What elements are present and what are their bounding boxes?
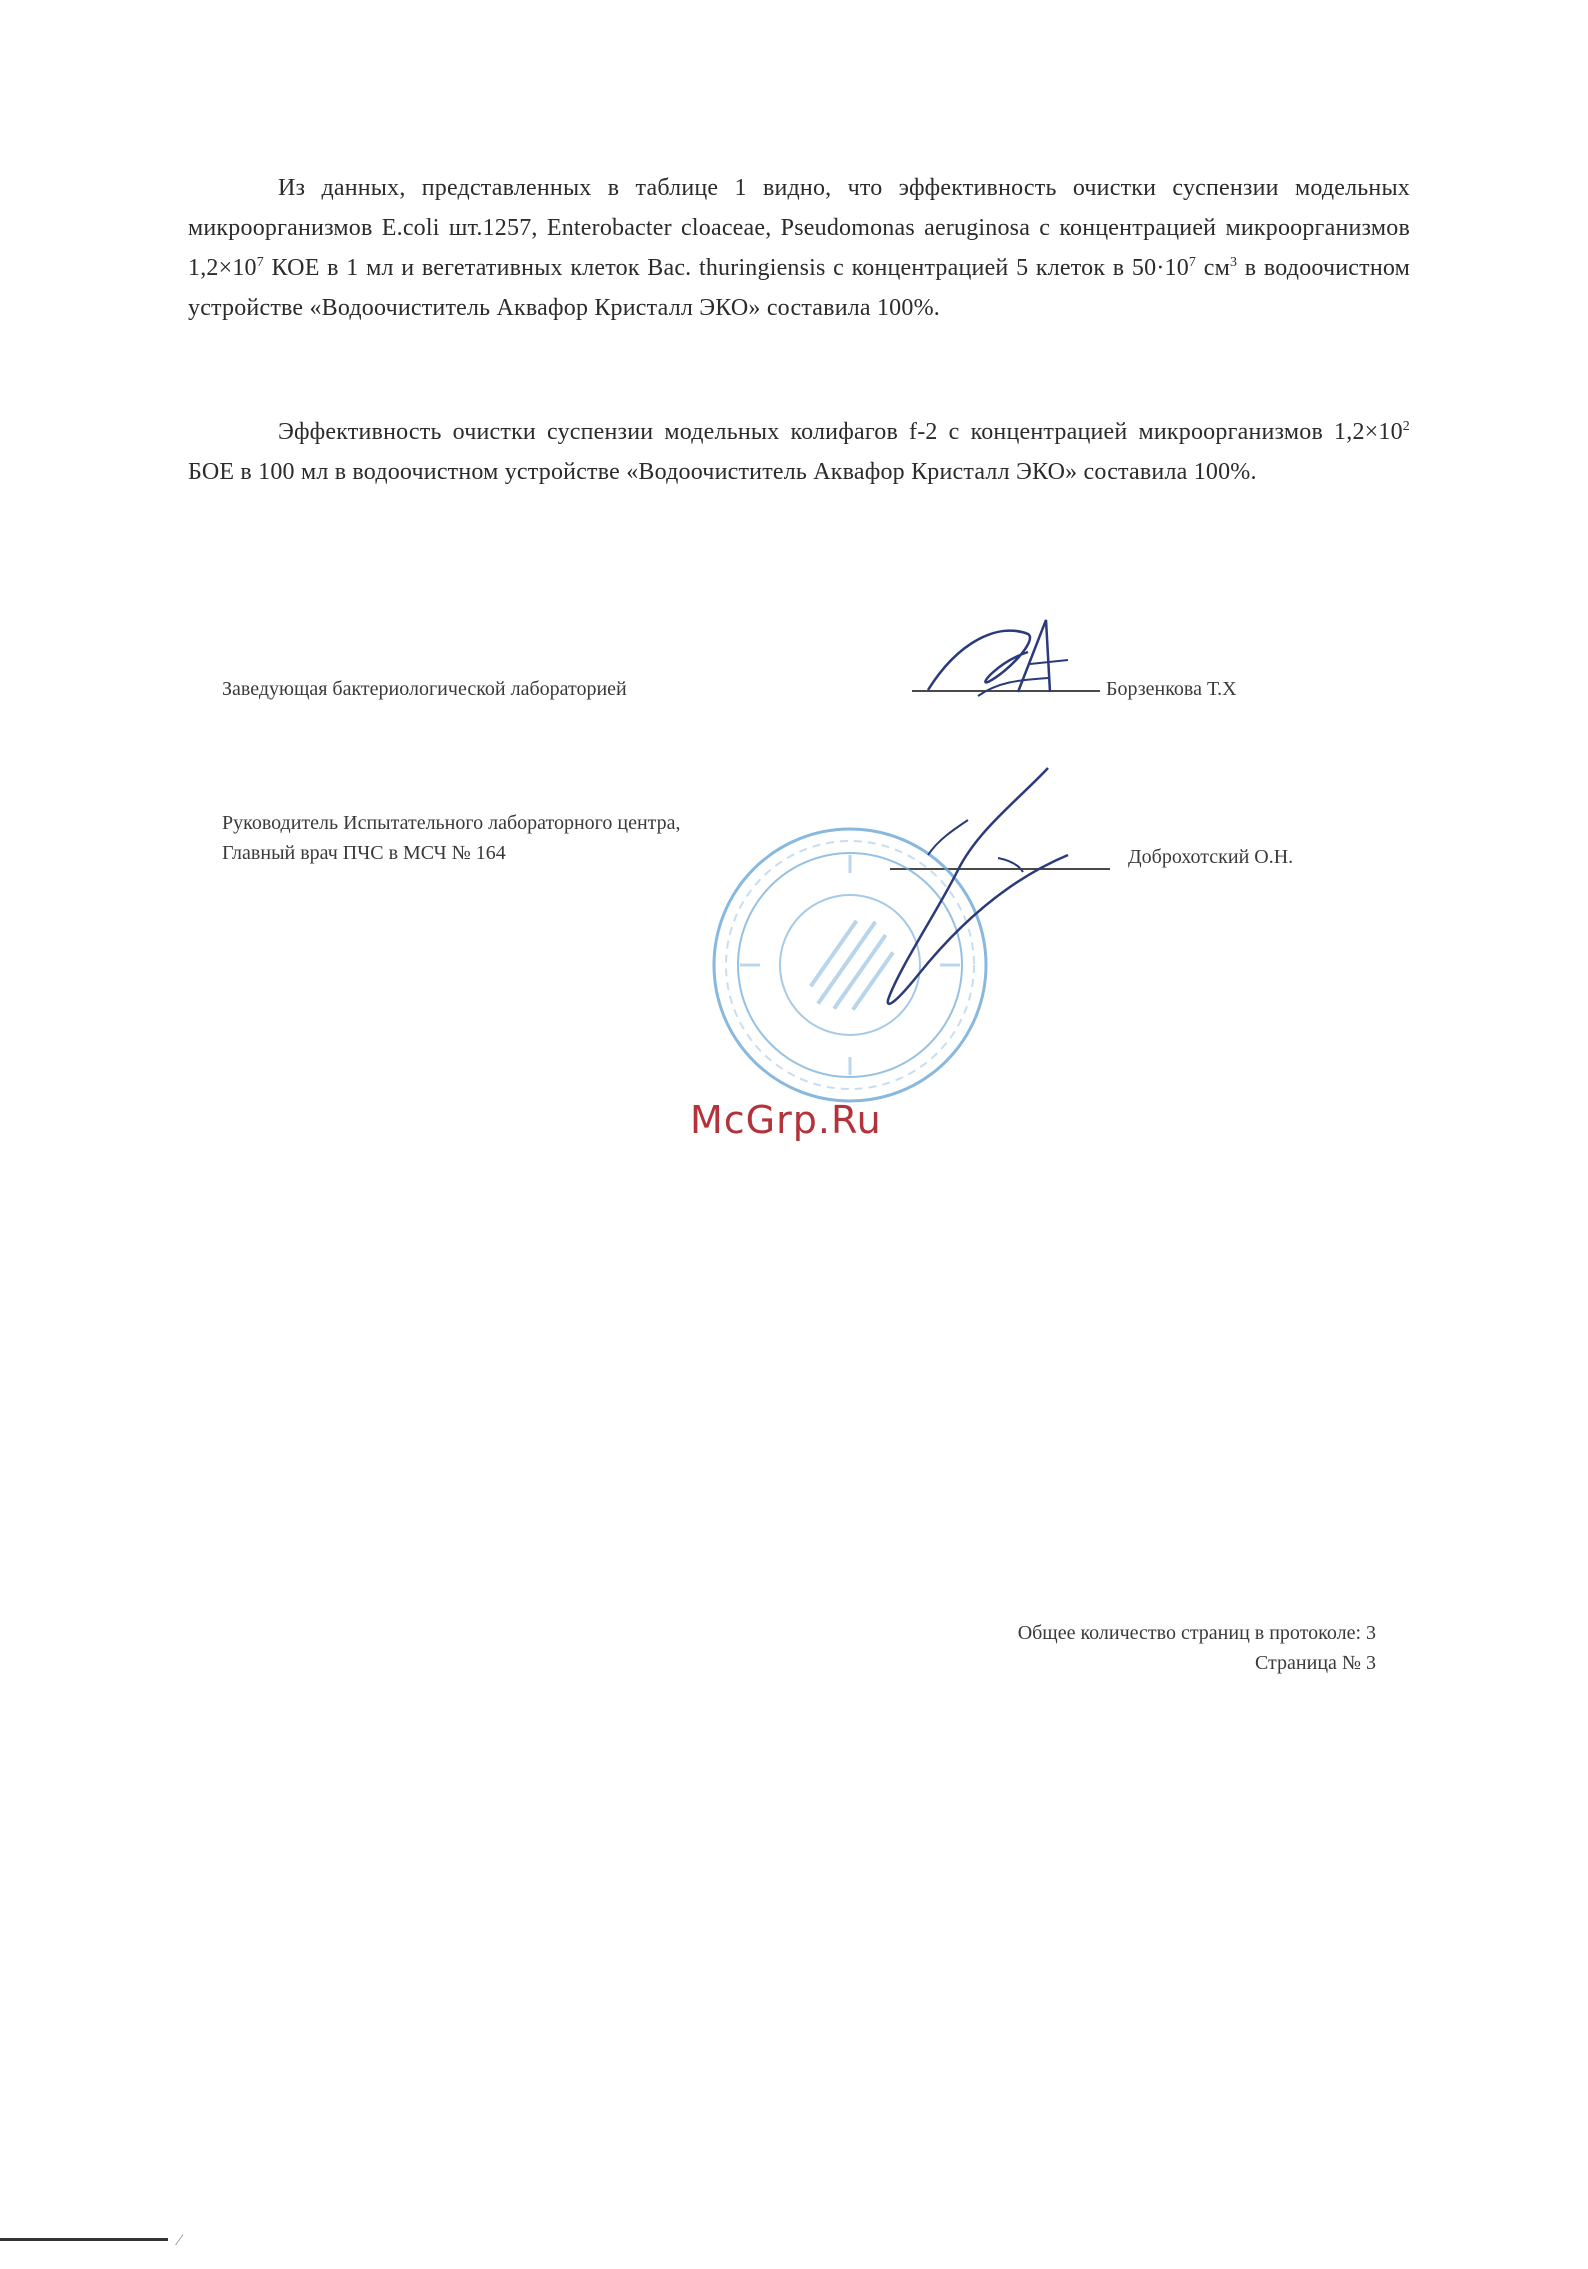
signature1-title: Заведующая бактериологической лабораторией	[222, 678, 627, 700]
bottom-edge-tick: ⁄	[178, 2232, 181, 2249]
signature1-handwritten-icon	[918, 612, 1108, 712]
signature2-name: Доброхотский О.Н.	[1128, 846, 1294, 868]
paragraph1-text-c: см	[1196, 255, 1230, 281]
signature1-name: Борзенкова Т.Х	[1106, 678, 1237, 700]
paragraph2-sup-a: 2	[1402, 419, 1410, 434]
footer-page-number: Страница № 3	[1254, 1652, 1376, 1674]
paragraph1-text-d: в водоочистном устройстве «Водоочиститель Аквафор Кристалл ЭКО» составила 100%.	[188, 255, 1410, 321]
paragraph2-text-b: БОЕ в 100 мл в водоочистном устройстве «Водоочиститель Аквафор Кристалл ЭКО» составила 100%.	[188, 459, 1257, 485]
footer-total-pages: Общее количество страниц в протоколе: 3	[1017, 1622, 1376, 1644]
paragraph1-text-b: КОЕ в 1 мл и вегетативных клеток Bac. thuringiensis с концентрацией 5 клеток в 50·10	[263, 255, 1189, 281]
signature2-title-line2: Главный врач ПЧС в МСЧ № 164	[222, 842, 506, 864]
signature2-title-line1: Руководитель Испытательного лабораторного центра,	[222, 812, 681, 834]
watermark: McGrp.Ru	[690, 1098, 882, 1142]
paragraph1-sup-b: 7	[1188, 255, 1197, 270]
paragraph1-sup-c: 3	[1229, 255, 1238, 270]
paragraph-efficiency-microorganisms	[188, 168, 1410, 328]
bottom-edge-line	[0, 2238, 168, 2241]
signature2-handwritten-icon	[858, 760, 1078, 1020]
paragraph2-text-a: Эффективность очистки суспензии модельных колифагов f-2 с концентрацией микроорганизмов 1,2×10	[278, 419, 1403, 445]
paragraph-efficiency-coliphages	[188, 412, 1410, 492]
paragraph1-text-a: Из данных, представленных в таблице 1 видно, что эффективность очистки суспензии модельных микроорганизмов E.coli шт.1257, Enterobacter cloaceae, Pseudomonas aeruginosa с концентрацией микроорганизмов 1,2×10	[188, 175, 1410, 281]
paragraph1-sup-a: 7	[256, 255, 264, 270]
